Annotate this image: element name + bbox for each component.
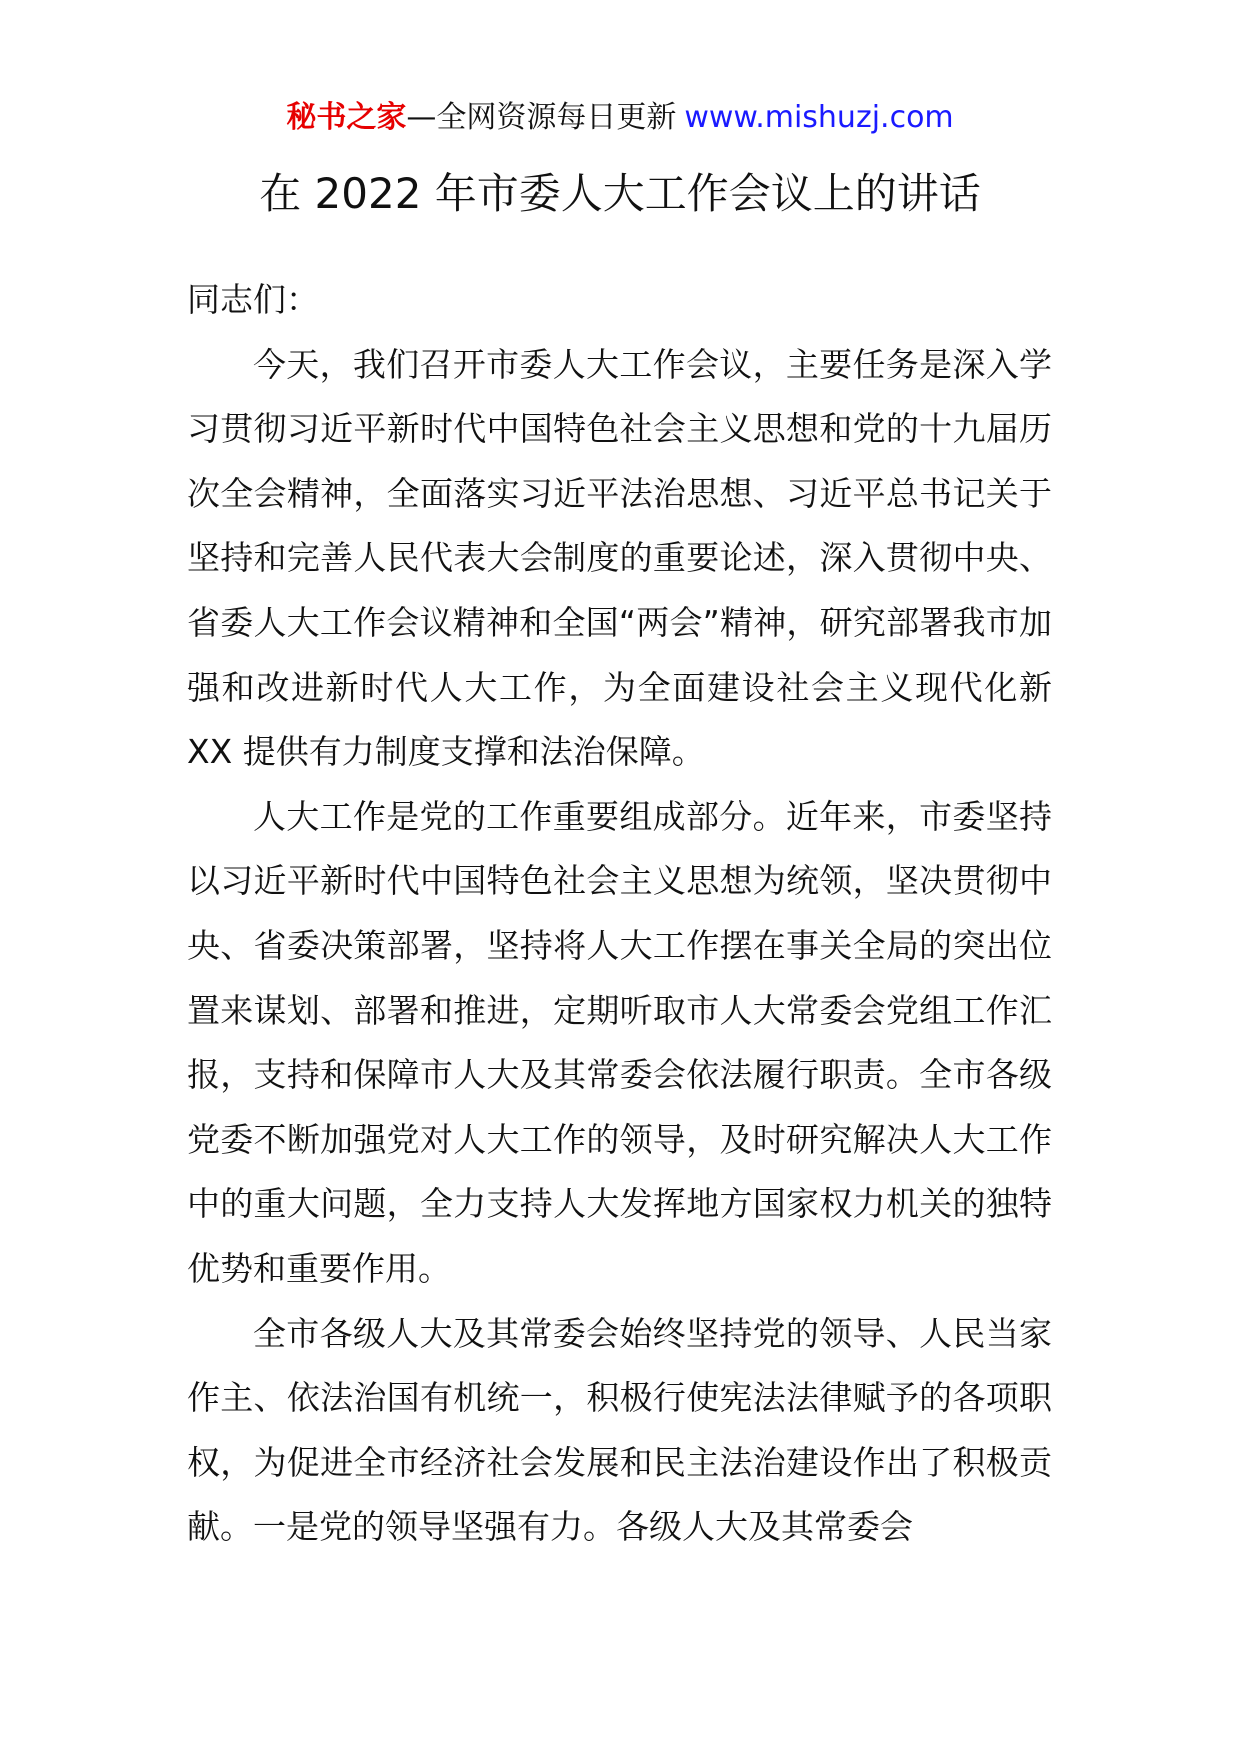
- document-body: [187, 268, 1052, 1560]
- brand-name: 秘书之家: [286, 100, 407, 135]
- document-title: 在 2022 年市委人大工作会议上的讲话: [259, 169, 981, 218]
- site-header: [0, 98, 1240, 138]
- site-link[interactable]: www.mishuzj.com: [684, 100, 954, 135]
- paragraph-2: 人大工作是党的工作重要组成部分。近年来，市委坚持以习近平新时代中国特色社会主义思想为统领，坚决贯彻中央、省委决策部署，坚持将人大工作摆在事关全局的突出位置来谋划、部署和推进，定期听取市人大常委会党组工作汇报，支持和保障市人大及其常委会依法履行职责。全市各级党委不断加强党对人大工作的领导，及时研究解决人大工作中的重大问题，全力支持人大发挥地方国家权力机关的独特优势和重要作用。: [187, 796, 1052, 1288]
- header-tagline: —全网资源每日更新: [406, 100, 677, 135]
- paragraph-1: 今天，我们召开市委人大工作会议，主要任务是深入学习贯彻习近平新时代中国特色社会主义思想和党的十九届历次全会精神，全面落实习近平法治思想、习近平总书记关于坚持和完善人民代表大会制度的重要论述，深入贯彻中央、省委人大工作会议精神和全国“两会”精神，研究部署我市加强和改进新时代人大工作，为全面建设社会主义现代化新 XX 提供有力制度支撑和法治保障。: [187, 344, 1052, 772]
- paragraph-3: 全市各级人大及其常委会始终坚持党的领导、人民当家作主、依法治国有机统一，积极行使宪法法律赋予的各项职权，为促进全市经济社会发展和民主法治建设作出了积极贡献。一是党的领导坚强有力。各级人大及其常委会: [187, 1313, 1052, 1547]
- salutation: 同志们：: [187, 280, 319, 319]
